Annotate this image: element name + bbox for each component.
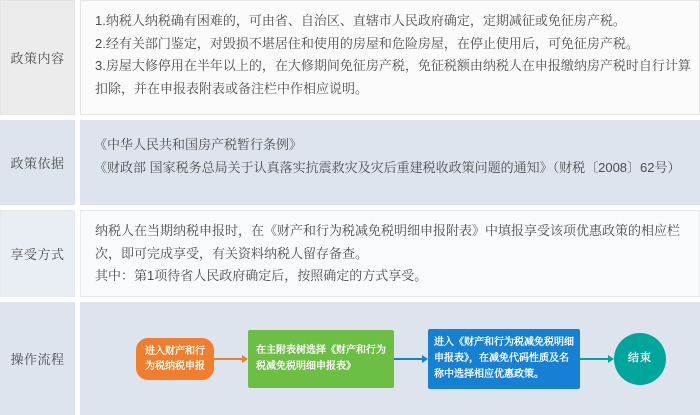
row-label-enjoy-method: 享受方式 — [0, 210, 75, 297]
policy-basis-line-2: 《财政部 国家税务总局关于认真落实抗震救灾及灾后重建税收政策问题的通知》（财税〔2008〕62号） — [94, 159, 681, 175]
row-label-policy-content: 政策内容 — [0, 0, 75, 115]
arrow-shaft — [214, 358, 242, 360]
table-row-enjoy-method — [0, 210, 700, 297]
row-content-operation-flow — [80, 302, 700, 415]
policy-basis-line-1: 《中华人民共和国房产税暂行条例》 — [94, 137, 303, 152]
table-row-operation-flow — [0, 302, 700, 415]
flow-step-start-declaration: 进入财产和行为税纳税申报 — [136, 338, 214, 380]
flow-arrow-1 — [214, 355, 248, 363]
row-label-operation-flow: 操作流程 — [0, 302, 75, 415]
enjoy-method-line-1: 纳税人在当期纳税申报时，在《财产和行为税减免税明细申报附表》中填报享受该项优惠政策的相应栏次，即可完成享受，有关资料纳税人留存备查。 — [95, 223, 681, 261]
table-row-policy-content — [0, 0, 700, 115]
flow-step-end: 结束 — [614, 333, 666, 385]
flow-arrow-2 — [394, 355, 428, 363]
row-content-policy-content — [80, 0, 700, 115]
flow-step-select-form: 在主附表树选择《财产和行为税减免税明细申报表》 — [248, 330, 394, 388]
enjoy-method-line-2: 其中：第1项待省人民政府确定后，按照确定的方式享受。 — [95, 268, 428, 283]
row-content-policy-basis — [80, 120, 700, 205]
flow-step-enter-form: 进入《财产和行为税减免税明细申报表》，在减免代码性质及名称中选择相应优惠政策。 — [428, 329, 580, 389]
operation-flowchart — [80, 302, 700, 415]
arrow-shaft — [580, 358, 608, 360]
arrow-shaft — [394, 358, 422, 360]
policy-content-line-2: 2.经有关部门鉴定，对毁损不堪居住和使用的房屋和危险房屋，在停止使用后，可免征房产税。 — [95, 35, 639, 51]
table-row-policy-basis — [0, 120, 700, 205]
flow-arrow-3 — [580, 355, 614, 363]
policy-content-line-3: 3.房屋大修停用在半年以上的，在大修期间免征房产税，免征税额由纳税人在申报缴纳房产税时自行计算扣除，并在申报表附表或备注栏中作相应说明。 — [95, 58, 691, 96]
row-label-policy-basis: 政策依据 — [0, 120, 75, 205]
row-content-enjoy-method — [80, 210, 700, 297]
policy-content-line-1: 1.纳税人纳税确有困难的，可由省、自治区、直辖市人民政府确定，定期减征或免征房产税。 — [95, 13, 626, 28]
